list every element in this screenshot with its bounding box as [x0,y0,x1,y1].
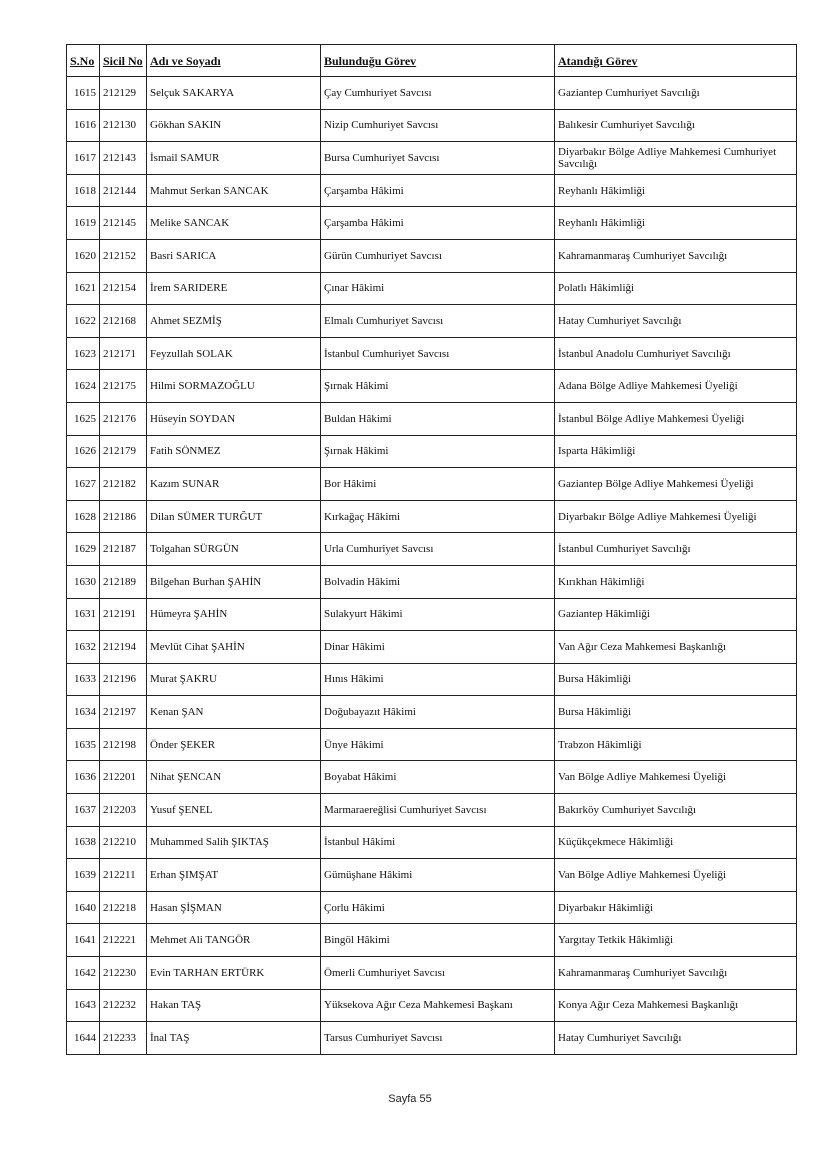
table-row [67,142,797,175]
table-row [67,207,797,240]
header-name: Adı ve Soyadı [147,45,321,77]
cell-sno: 1635 [67,728,100,761]
table-row [67,989,797,1022]
cell-sicil: 212210 [100,826,147,859]
cell-name: Hilmi SORMAZOĞLU [147,370,321,403]
cell-current-post: Bursa Cumhuriyet Savcısı [321,142,555,175]
cell-name: İnal TAŞ [147,1022,321,1055]
table-row [67,370,797,403]
cell-sicil: 212145 [100,207,147,240]
cell-assigned-post: Isparta Hâkimliği [555,435,797,468]
cell-sno: 1617 [67,142,100,175]
cell-assigned-post: Diyarbakır Bölge Adliye Mahkemesi Üyeliği [555,500,797,533]
cell-assigned-post: Polatlı Hâkimliği [555,272,797,305]
cell-assigned-post: Van Ağır Ceza Mahkemesi Başkanlığı [555,631,797,664]
cell-assigned-post: Reyhanlı Hâkimliği [555,207,797,240]
cell-sicil: 212189 [100,565,147,598]
table-row [67,305,797,338]
cell-sicil: 212186 [100,500,147,533]
cell-sicil: 212194 [100,631,147,664]
cell-sno: 1631 [67,598,100,631]
cell-assigned-post: İstanbul Cumhuriyet Savcılığı [555,533,797,566]
appointment-table [66,44,797,1055]
cell-assigned-post: Konya Ağır Ceza Mahkemesi Başkanlığı [555,989,797,1022]
table-row [67,533,797,566]
cell-sicil: 212143 [100,142,147,175]
cell-sicil: 212211 [100,859,147,892]
table-row [67,663,797,696]
cell-sicil: 212232 [100,989,147,1022]
cell-sicil: 212187 [100,533,147,566]
table-row [67,598,797,631]
cell-current-post: Tarsus Cumhuriyet Savcısı [321,1022,555,1055]
cell-name: Hasan ŞİŞMAN [147,891,321,924]
cell-sicil: 212233 [100,1022,147,1055]
table-row [67,500,797,533]
cell-name: Murat ŞAKRU [147,663,321,696]
cell-sno: 1616 [67,109,100,142]
cell-sno: 1641 [67,924,100,957]
cell-current-post: Dinar Hâkimi [321,631,555,664]
cell-assigned-post: Kahramanmaraş Cumhuriyet Savcılığı [555,239,797,272]
table-row [67,402,797,435]
header-sicil: Sicil No [100,45,147,77]
table-row [67,1022,797,1055]
cell-name: Gökhan SAKIN [147,109,321,142]
cell-sicil: 212196 [100,663,147,696]
cell-name: Yusuf ŞENEL [147,794,321,827]
cell-sicil: 212129 [100,77,147,110]
cell-sicil: 212152 [100,239,147,272]
cell-assigned-post: Hatay Cumhuriyet Savcılığı [555,1022,797,1055]
cell-name: Muhammed Salih ŞIKTAŞ [147,826,321,859]
cell-name: Hakan TAŞ [147,989,321,1022]
cell-current-post: Marmaraereğlisi Cumhuriyet Savcısı [321,794,555,827]
table-row [67,109,797,142]
cell-name: Tolgahan SÜRGÜN [147,533,321,566]
cell-sicil: 212154 [100,272,147,305]
cell-assigned-post: Gaziantep Bölge Adliye Mahkemesi Üyeliği [555,468,797,501]
cell-sno: 1637 [67,794,100,827]
cell-assigned-post: Adana Bölge Adliye Mahkemesi Üyeliği [555,370,797,403]
cell-name: Evin TARHAN ERTÜRK [147,957,321,990]
cell-current-post: Sulakyurt Hâkimi [321,598,555,631]
cell-current-post: Çarşamba Hâkimi [321,174,555,207]
table-row [67,631,797,664]
cell-sno: 1640 [67,891,100,924]
table-row [67,337,797,370]
cell-sicil: 212175 [100,370,147,403]
cell-name: Hümeyra ŞAHİN [147,598,321,631]
table-body [67,77,797,1055]
cell-sno: 1643 [67,989,100,1022]
cell-name: Erhan ŞIMŞAT [147,859,321,892]
cell-sicil: 212198 [100,728,147,761]
cell-name: Hüseyin SOYDAN [147,402,321,435]
table-row [67,174,797,207]
cell-sicil: 212191 [100,598,147,631]
cell-assigned-post: Kırıkhan Hâkimliği [555,565,797,598]
cell-sicil: 212179 [100,435,147,468]
cell-name: İrem SARIDERE [147,272,321,305]
cell-name: Mahmut Serkan SANCAK [147,174,321,207]
cell-name: Ahmet SEZMİŞ [147,305,321,338]
cell-current-post: İstanbul Cumhuriyet Savcısı [321,337,555,370]
cell-assigned-post: İstanbul Bölge Adliye Mahkemesi Üyeliği [555,402,797,435]
cell-current-post: Bor Hâkimi [321,468,555,501]
cell-sicil: 212218 [100,891,147,924]
cell-current-post: Çınar Hâkimi [321,272,555,305]
cell-sno: 1638 [67,826,100,859]
cell-assigned-post: Reyhanlı Hâkimliği [555,174,797,207]
table-row [67,239,797,272]
cell-sno: 1639 [67,859,100,892]
cell-current-post: Ömerli Cumhuriyet Savcısı [321,957,555,990]
cell-sno: 1623 [67,337,100,370]
cell-current-post: Çarşamba Hâkimi [321,207,555,240]
cell-sno: 1632 [67,631,100,664]
cell-sno: 1627 [67,468,100,501]
cell-name: Mehmet Ali TANGÖR [147,924,321,957]
cell-sno: 1630 [67,565,100,598]
cell-name: Melike SANCAK [147,207,321,240]
cell-current-post: Yüksekova Ağır Ceza Mahkemesi Başkanı [321,989,555,1022]
cell-current-post: Boyabat Hâkimi [321,761,555,794]
cell-sno: 1619 [67,207,100,240]
cell-current-post: Bolvadin Hâkimi [321,565,555,598]
cell-sicil: 212176 [100,402,147,435]
cell-sno: 1642 [67,957,100,990]
cell-sicil: 212168 [100,305,147,338]
cell-name: Nihat ŞENCAN [147,761,321,794]
cell-assigned-post: Trabzon Hâkimliği [555,728,797,761]
table-row [67,957,797,990]
cell-assigned-post: Diyarbakır Hâkimliği [555,891,797,924]
cell-current-post: Doğubayazıt Hâkimi [321,696,555,729]
table-row [67,468,797,501]
header-current-post: Bulunduğu Görev [321,45,555,77]
cell-current-post: Nizip Cumhuriyet Savcısı [321,109,555,142]
cell-assigned-post: Gaziantep Hâkimliği [555,598,797,631]
cell-sicil: 212171 [100,337,147,370]
cell-current-post: İstanbul Hâkimi [321,826,555,859]
cell-sno: 1624 [67,370,100,403]
cell-name: Önder ŞEKER [147,728,321,761]
cell-current-post: Gürün Cumhuriyet Savcısı [321,239,555,272]
cell-current-post: Şırnak Hâkimi [321,370,555,403]
cell-assigned-post: Bursa Hâkimliği [555,696,797,729]
cell-name: İsmail SAMUR [147,142,321,175]
cell-assigned-post: Hatay Cumhuriyet Savcılığı [555,305,797,338]
cell-assigned-post: Van Bölge Adliye Mahkemesi Üyeliği [555,761,797,794]
cell-assigned-post: Bakırköy Cumhuriyet Savcılığı [555,794,797,827]
cell-assigned-post: Yargıtay Tetkik Hâkimliği [555,924,797,957]
table-row [67,565,797,598]
cell-name: Fatih SÖNMEZ [147,435,321,468]
table-row [67,794,797,827]
cell-name: Basri SARICA [147,239,321,272]
cell-current-post: Çorlu Hâkimi [321,891,555,924]
cell-sicil: 212230 [100,957,147,990]
cell-sno: 1626 [67,435,100,468]
table-row [67,272,797,305]
cell-current-post: Bingöl Hâkimi [321,924,555,957]
header-assigned-post: Atandığı Görev [555,45,797,77]
cell-sno: 1634 [67,696,100,729]
table-row [67,761,797,794]
cell-sno: 1625 [67,402,100,435]
cell-current-post: Çay Cumhuriyet Savcısı [321,77,555,110]
cell-current-post: Gümüşhane Hâkimi [321,859,555,892]
table-row [67,924,797,957]
cell-sno: 1622 [67,305,100,338]
cell-sno: 1629 [67,533,100,566]
table-row [67,696,797,729]
cell-sno: 1633 [67,663,100,696]
table-row [67,435,797,468]
cell-sno: 1618 [67,174,100,207]
cell-current-post: Kırkağaç Hâkimi [321,500,555,533]
cell-current-post: Buldan Hâkimi [321,402,555,435]
cell-name: Kenan ŞAN [147,696,321,729]
cell-name: Kazım SUNAR [147,468,321,501]
cell-sicil: 212201 [100,761,147,794]
table-row [67,728,797,761]
cell-sno: 1628 [67,500,100,533]
cell-sno: 1644 [67,1022,100,1055]
cell-sno: 1636 [67,761,100,794]
cell-sno: 1615 [67,77,100,110]
cell-sicil: 212197 [100,696,147,729]
cell-assigned-post: Diyarbakır Bölge Adliye Mahkemesi Cumhuriyet Savcılığı [555,142,797,175]
header-sno: S.No [67,45,100,77]
table-row [67,826,797,859]
cell-current-post: Elmalı Cumhuriyet Savcısı [321,305,555,338]
page-number: Sayfa 55 [388,1093,432,1105]
cell-current-post: Hınıs Hâkimi [321,663,555,696]
cell-assigned-post: Balıkesir Cumhuriyet Savcılığı [555,109,797,142]
cell-current-post: Ünye Hâkimi [321,728,555,761]
cell-sicil: 212130 [100,109,147,142]
cell-assigned-post: Kahramanmaraş Cumhuriyet Savcılığı [555,957,797,990]
cell-name: Selçuk SAKARYA [147,77,321,110]
cell-current-post: Urla Cumhuriyet Savcısı [321,533,555,566]
cell-name: Dilan SÜMER TURĞUT [147,500,321,533]
table-row [67,77,797,110]
cell-sno: 1621 [67,272,100,305]
cell-assigned-post: İstanbul Anadolu Cumhuriyet Savcılığı [555,337,797,370]
cell-name: Mevlüt Cihat ŞAHİN [147,631,321,664]
table-row [67,859,797,892]
cell-name: Feyzullah SOLAK [147,337,321,370]
cell-assigned-post: Gaziantep Cumhuriyet Savcılığı [555,77,797,110]
cell-current-post: Şırnak Hâkimi [321,435,555,468]
cell-sicil: 212221 [100,924,147,957]
cell-assigned-post: Bursa Hâkimliği [555,663,797,696]
cell-sicil: 212203 [100,794,147,827]
cell-name: Bilgehan Burhan ŞAHİN [147,565,321,598]
cell-assigned-post: Van Bölge Adliye Mahkemesi Üyeliği [555,859,797,892]
table-row [67,891,797,924]
cell-sicil: 212182 [100,468,147,501]
cell-sicil: 212144 [100,174,147,207]
cell-sno: 1620 [67,239,100,272]
table-header-row [67,45,797,77]
cell-assigned-post: Küçükçekmece Hâkimliği [555,826,797,859]
